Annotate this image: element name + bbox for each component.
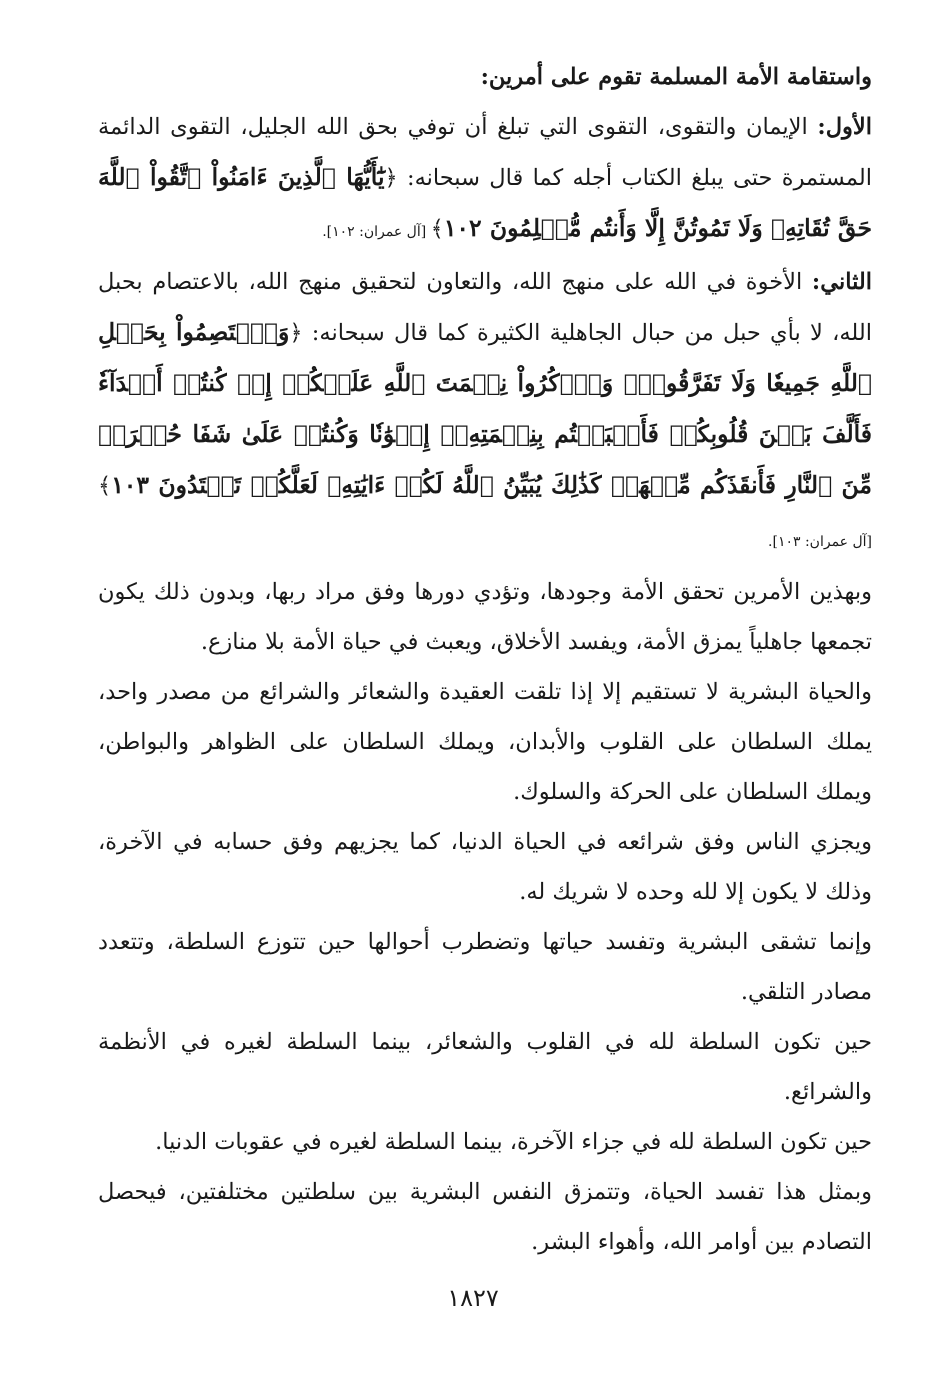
first-text: الإيمان والتقوى، التقوى التي تبلغ أن توفي بحق الله الجليل، التقوى الدائمة المستمرة حتى يبلغ الكتاب أجله كما قال سبحانه:: [98, 114, 872, 191]
paragraph-first-matter: [98, 102, 872, 257]
paragraph: وبهذين الأمرين تحقق الأمة وجودها، وتؤدي دورها وفق مراد ربها، وبدون ذلك يكون تجمعها جاهلياً يمزق الأمة، ويفسد الأخلاق، ويعبث في حياة الأمة بلا منازع.: [98, 579, 872, 655]
paragraph-second-matter: [98, 257, 872, 567]
paragraph: حين تكون السلطة لله في القلوب والشعائر، بينما السلطة لغيره في الأنظمة والشرائع.: [98, 1029, 872, 1105]
paragraph: وإنما تشقى البشرية وتفسد حياتها وتضطرب أحوالها حين تتوزع السلطة، وتتعدد مصادر التلقي.: [98, 929, 872, 1005]
page-body: [98, 52, 872, 1267]
page-number: ١٨٢٧: [447, 1284, 499, 1312]
paragraph: حين تكون السلطة لله في جزاء الآخرة، بينما السلطة لغيره في عقوبات الدنيا.: [155, 1129, 872, 1155]
quran-verse-103: وَٱعۡتَصِمُواْ بِحَبۡلِ ٱللَّهِ جَمِيعٗا وَلَا تَفَرَّقُواْۚ وَٱذۡكُرُواْ نِعۡمَتَ ٱللَّهِ عَلَيۡكُمۡ إِذۡ كُنتُمۡ أَعۡدَآءٗ فَأَلَّفَ بَيۡنَ قُلُوبِكُمۡ فَأَصۡبَحۡتُم بِنِعۡمَتِهِۦٓ إِخۡوَٰنٗا وَكُنتُمۡ عَلَىٰ شَفَا حُفۡرَةٖ مِّنَ ٱلنَّارِ فَأَنقَذَكُم مِّنۡهَاۗ كَذَٰلِكَ يُبَيِّنُ ٱللَّهُ لَكُمۡ ءَايَٰتِهِۦ لَعَلَّكُمۡ تَهۡتَدُونَ ١٠٣: [98, 318, 872, 499]
paragraph: والحياة البشرية لا تستقيم إلا إذا تلقت العقيدة والشعائر والشرائع من مصدر واحد، يملك السلطان على القلوب والأبدان، ويملك السلطان على الظواهر والبواطن، ويملك السلطان على الحركة والسلوك.: [98, 679, 872, 805]
verse-open-bracket: ﴿: [384, 165, 398, 191]
section-heading: واستقامة الأمة المسلمة تقوم على أمرين:: [480, 64, 872, 90]
second-lead: الثاني:: [811, 269, 872, 295]
paragraph: وبمثل هذا تفسد الحياة، وتتمزق النفس البشرية بين سلطتين مختلفتين، فيحصل التصادم بين أوامر الله، وأهواء البشر.: [98, 1179, 872, 1255]
verse-close-bracket: ﴾: [98, 473, 112, 499]
second-text: الأخوة في الله على منهج الله، والتعاون لتحقيق منهج الله، بالاعتصام بحبل الله، لا بأي حبل من حبال الجاهلية الكثيرة كما قال سبحانه:: [98, 269, 872, 346]
verse-open-bracket: ﴿: [289, 320, 303, 346]
verse-close-bracket: ﴾: [430, 216, 444, 242]
paragraph: ويجزي الناس وفق شرائعه في الحياة الدنيا، كما يجزيهم وفق حسابه في الآخرة، وذلك لا يكون إلا لله وحده لا شريك له.: [98, 829, 872, 905]
verse-reference-103: [آل عمران: ١٠٣].: [768, 534, 872, 550]
quran-verse-102: يَٰٓأَيُّهَا ٱلَّذِينَ ءَامَنُواْ ٱتَّقُواْ ٱللَّهَ حَقَّ تُقَاتِهِۦ وَلَا تَمُوتُنَّ إِلَّا وَأَنتُم مُّسۡلِمُونَ ١٠٢: [98, 163, 872, 242]
first-lead: الأول:: [817, 114, 872, 140]
verse-reference-102: [آل عمران: ١٠٢].: [322, 224, 431, 240]
